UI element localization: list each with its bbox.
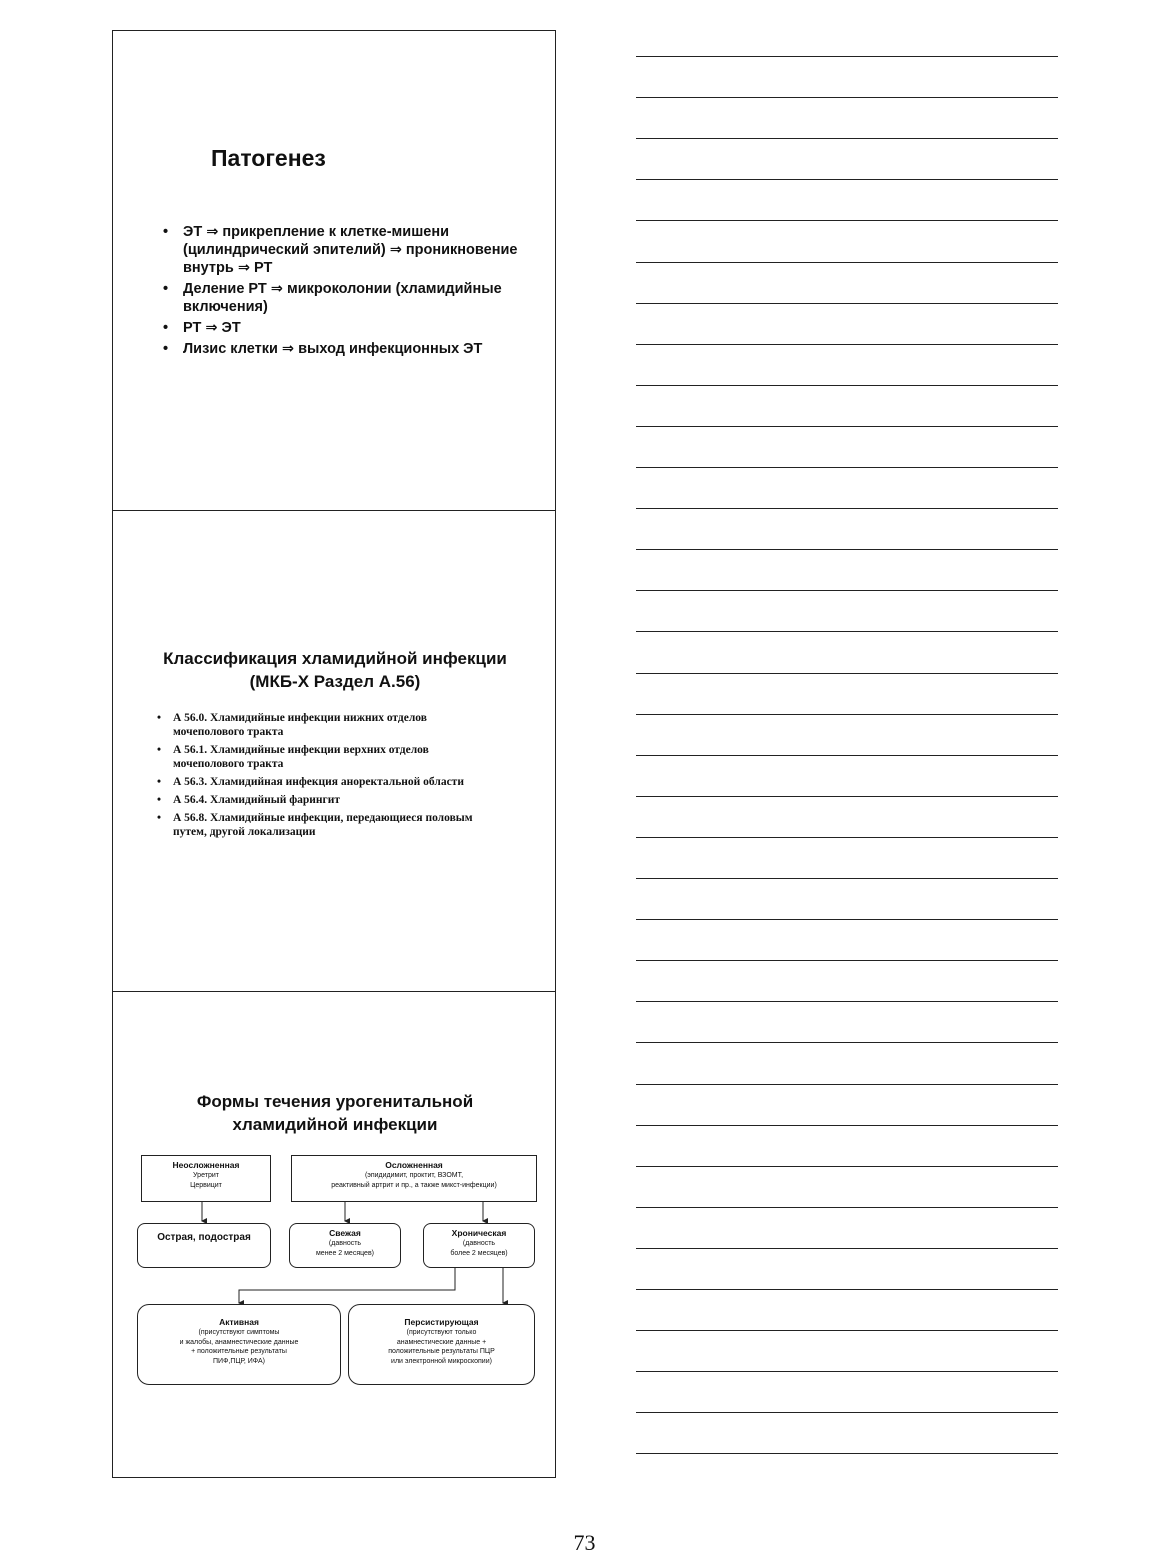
note-line	[636, 467, 1058, 468]
slide-pathogenesis	[113, 31, 555, 510]
box-line: реактивный артрит и пр., а также микст-инфекции)	[331, 1181, 497, 1189]
box-line: положительные результаты ПЦР	[388, 1348, 495, 1355]
bullet-item: • А 56.8. Хламидийные инфекции, передающиеся половым путем, другой локализации	[157, 811, 497, 839]
box-title: Острая, подострая	[157, 1232, 251, 1243]
note-line	[636, 673, 1058, 674]
box-line: (давность	[462, 1240, 496, 1247]
flow-box-chronic	[423, 1223, 535, 1268]
bullet-item: • А 56.0. Хламидийные инфекции нижних отделов мочеполового тракта	[157, 711, 497, 739]
note-line	[636, 878, 1058, 879]
connector-line	[239, 1268, 455, 1303]
note-line	[636, 262, 1058, 263]
note-line	[636, 714, 1058, 715]
note-line	[636, 1248, 1058, 1249]
box-line: (давность	[328, 1240, 362, 1247]
box-line: (присутствуют симптомы	[198, 1329, 280, 1336]
note-line	[636, 97, 1058, 98]
flow-box-active	[137, 1304, 341, 1385]
bullet-item: • Деление РТ ⇒ микроколонии (хламидийные включения)	[163, 280, 543, 316]
note-line	[636, 344, 1058, 345]
box-line: более 2 месяцев)	[450, 1249, 508, 1257]
note-line	[636, 138, 1058, 139]
note-line	[636, 837, 1058, 838]
note-line	[636, 1371, 1058, 1372]
note-line	[636, 1125, 1058, 1126]
box-line: + положительные результаты	[191, 1348, 287, 1355]
note-line	[636, 1412, 1058, 1413]
slide-title: Классификация хламидийной инфекции (МКБ-Х Раздел А.56)	[163, 649, 507, 691]
bullet-item: • ЭТ ⇒ прикрепление к клетке-мишени (цилиндрический эпителий) ⇒ проникновение внутрь ⇒ РТ	[163, 223, 543, 277]
note-line	[636, 1166, 1058, 1167]
box-title: Осложненная	[385, 1160, 443, 1170]
flow-box-uncomplicated	[141, 1155, 271, 1202]
page-number: 73	[573, 1530, 596, 1555]
box-title: Активная	[219, 1317, 259, 1327]
note-line	[636, 1207, 1058, 1208]
note-line	[636, 1084, 1058, 1085]
box-title: Свежая	[329, 1228, 361, 1238]
note-line	[636, 426, 1058, 427]
flow-box-fresh	[289, 1223, 401, 1268]
box-title: Хроническая	[451, 1228, 507, 1238]
bullet-item: • РТ ⇒ ЭТ	[163, 319, 543, 337]
bullet-item: • Лизис клетки ⇒ выход инфекционных ЭТ	[163, 340, 543, 358]
box-line: (эпидидимит, проктит, ВЗОМТ,	[364, 1172, 464, 1179]
note-line	[636, 303, 1058, 304]
note-line	[636, 755, 1058, 756]
box-line: менее 2 месяцев)	[315, 1249, 374, 1257]
note-line	[636, 385, 1058, 386]
note-line	[636, 1453, 1058, 1454]
note-line	[636, 508, 1058, 509]
box-line: и жалобы, анамнестические данные	[179, 1338, 299, 1346]
note-line	[636, 549, 1058, 550]
box-line: Цервицит	[190, 1181, 222, 1189]
note-line	[636, 220, 1058, 221]
flow-box-persistent	[348, 1304, 535, 1385]
box-line: Уретрит	[193, 1172, 219, 1179]
bullet-item: • А 56.1. Хламидийные инфекции верхних отделов мочеполового тракта	[157, 743, 497, 771]
note-line	[636, 179, 1058, 180]
note-line	[636, 796, 1058, 797]
note-line	[636, 1001, 1058, 1002]
box-line: или электронной микроскопии)	[391, 1357, 492, 1365]
bullet-list	[163, 223, 543, 361]
box-title: Неосложненная	[172, 1160, 240, 1170]
slide-title: Патогенез	[211, 145, 326, 171]
note-line	[636, 1330, 1058, 1331]
note-line	[636, 590, 1058, 591]
note-line	[636, 960, 1058, 961]
note-line	[636, 56, 1058, 57]
slide-title: Формы течения урогенитальной хламидийной инфекции	[196, 1092, 474, 1134]
bullet-item: • А 56.3. Хламидийная инфекция аноректальной области	[157, 775, 497, 789]
box-title: Персистирующая	[404, 1317, 479, 1327]
note-line	[636, 1289, 1058, 1290]
slides-column	[112, 30, 556, 1478]
note-line	[636, 631, 1058, 632]
slide-course-forms	[113, 991, 555, 1477]
box-line: (присутствуют только	[406, 1329, 477, 1336]
bullet-item: • А 56.4. Хламидийный фарингит	[157, 793, 497, 807]
flow-box-complicated	[291, 1155, 537, 1202]
box-line: ПИФ,ПЦР, ИФА)	[213, 1357, 265, 1365]
note-line	[636, 919, 1058, 920]
box-line: анамнестические данные +	[396, 1338, 487, 1346]
bullet-list	[157, 711, 497, 843]
slide-classification	[113, 510, 555, 991]
flow-box-acute	[137, 1223, 271, 1268]
note-line	[636, 1042, 1058, 1043]
